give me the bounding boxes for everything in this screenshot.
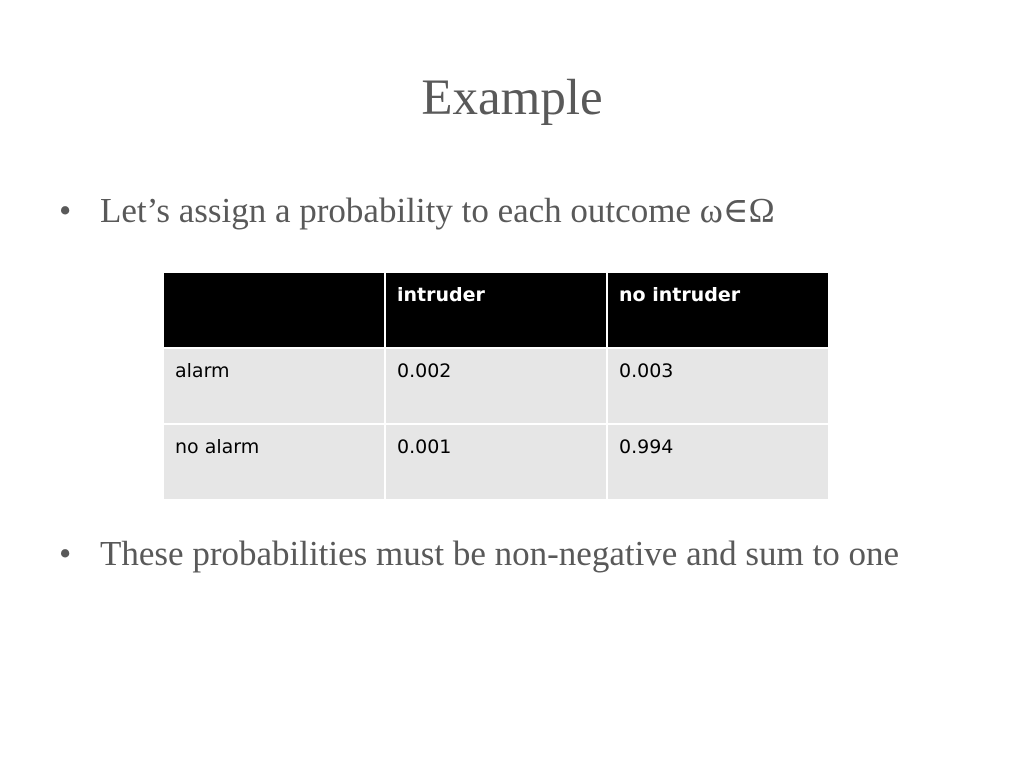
table-cell: 0.994 bbox=[607, 424, 829, 500]
table-cell: 0.001 bbox=[385, 424, 607, 500]
bullet-dot: • bbox=[59, 534, 72, 573]
table-cell: 0.003 bbox=[607, 348, 829, 424]
probability-table bbox=[162, 271, 830, 501]
table-cell: 0.002 bbox=[385, 348, 607, 424]
table-row-label: alarm bbox=[163, 348, 385, 424]
table-header-cell-no-intruder: no intruder bbox=[607, 272, 829, 348]
bullet-dot: • bbox=[59, 191, 72, 230]
table-row bbox=[163, 348, 829, 424]
table-header-cell-intruder: intruder bbox=[385, 272, 607, 348]
slide-title: Example bbox=[421, 70, 603, 126]
bullet-text: Let’s assign a probability to each outcome ω∈Ω bbox=[100, 191, 775, 230]
table-header-cell-corner bbox=[163, 272, 385, 348]
table-row bbox=[163, 424, 829, 500]
bullet-item bbox=[59, 533, 964, 623]
table-row-label: no alarm bbox=[163, 424, 385, 500]
table-header-row bbox=[163, 272, 829, 348]
bullet-text: These probabilities must be non-negative and sum to one bbox=[100, 534, 899, 573]
bullet-item bbox=[59, 190, 959, 232]
